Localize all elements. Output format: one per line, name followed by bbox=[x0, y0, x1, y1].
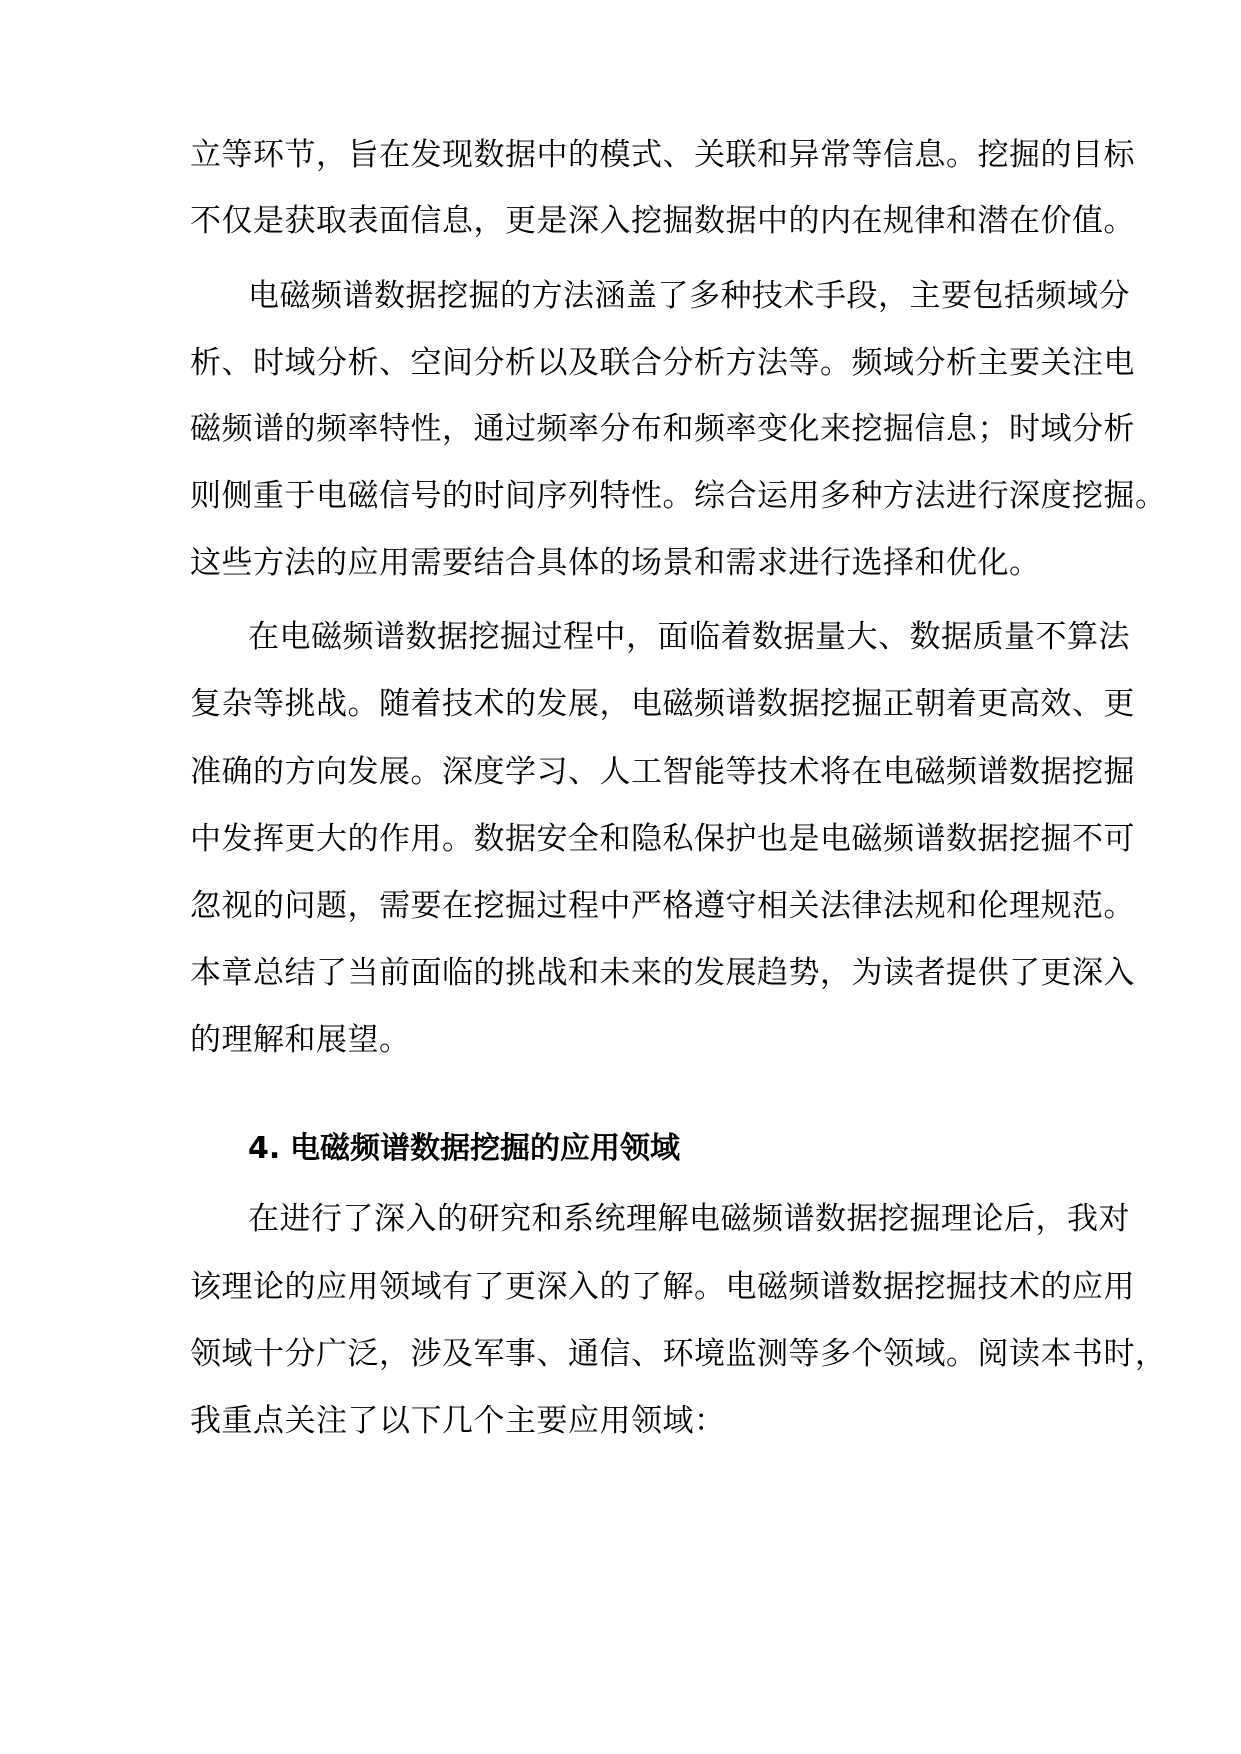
paragraph-2-line-2: 析、时域分析、空间分析以及联合分析方法等。频域分析主要关注电 bbox=[190, 345, 1135, 381]
section-title: 电磁频谱数据挖掘的应用领域 bbox=[290, 1131, 680, 1166]
paragraph-2-line-3: 磁频谱的频率特性，通过频率分布和频率变化来挖掘信息；时域分析 bbox=[190, 411, 1135, 447]
paragraph-1-line-2: 不仅是获取表面信息，更是深入挖掘数据中的内在规律和潜在价值。 bbox=[190, 203, 1135, 239]
paragraph-4-line-2: 该理论的应用领域有了更深入的了解。电磁频谱数据挖掘技术的应用 bbox=[190, 1269, 1135, 1305]
paragraph-3-line-6: 本章总结了当前面临的挑战和未来的发展趋势，为读者提供了更深入 bbox=[190, 955, 1135, 991]
paragraph-4-line-3: 领域十分广泛，涉及军事、通信、环境监测等多个领域。阅读本书时， bbox=[190, 1336, 1167, 1372]
paragraph-4-line-1: 在进行了深入的研究和系统理解电磁频谱数据挖掘理论后，我对 bbox=[248, 1201, 1130, 1237]
paragraph-2-line-5: 这些方法的应用需要结合具体的场景和需求进行选择和优化。 bbox=[190, 545, 1041, 581]
section-heading bbox=[248, 1129, 1070, 1169]
paragraph-2-line-1: 电磁频谱数据挖掘的方法涵盖了多种技术手段，主要包括频域分 bbox=[248, 278, 1130, 314]
paragraph-3-line-5: 忽视的问题，需要在挖掘过程中严格遵守相关法律法规和伦理规范。 bbox=[190, 888, 1135, 924]
paragraph-4-line-4: 我重点关注了以下几个主要应用领域： bbox=[190, 1403, 726, 1439]
paragraph-3-line-1: 在电磁频谱数据挖掘过程中，面临着数据量大、数据质量不算法 bbox=[248, 619, 1130, 655]
paragraph-3-line-7: 的理解和展望。 bbox=[190, 1022, 411, 1058]
section-number: 4. bbox=[248, 1131, 281, 1166]
paragraph-2-line-4: 则侧重于电磁信号的时间序列特性。综合运用多种方法进行深度挖掘。 bbox=[190, 478, 1167, 514]
paragraph-3-line-4: 中发挥更大的作用。数据安全和隐私保护也是电磁频谱数据挖掘不可 bbox=[190, 821, 1135, 857]
paragraph-3-line-3: 准确的方向发展。深度学习、人工智能等技术将在电磁频谱数据挖掘 bbox=[190, 754, 1135, 790]
paragraph-3-line-2: 复杂等挑战。随着技术的发展，电磁频谱数据挖掘正朝着更高效、更 bbox=[190, 686, 1135, 722]
paragraph-1-line-1: 立等环节，旨在发现数据中的模式、关联和异常等信息。挖掘的目标 bbox=[190, 137, 1135, 173]
